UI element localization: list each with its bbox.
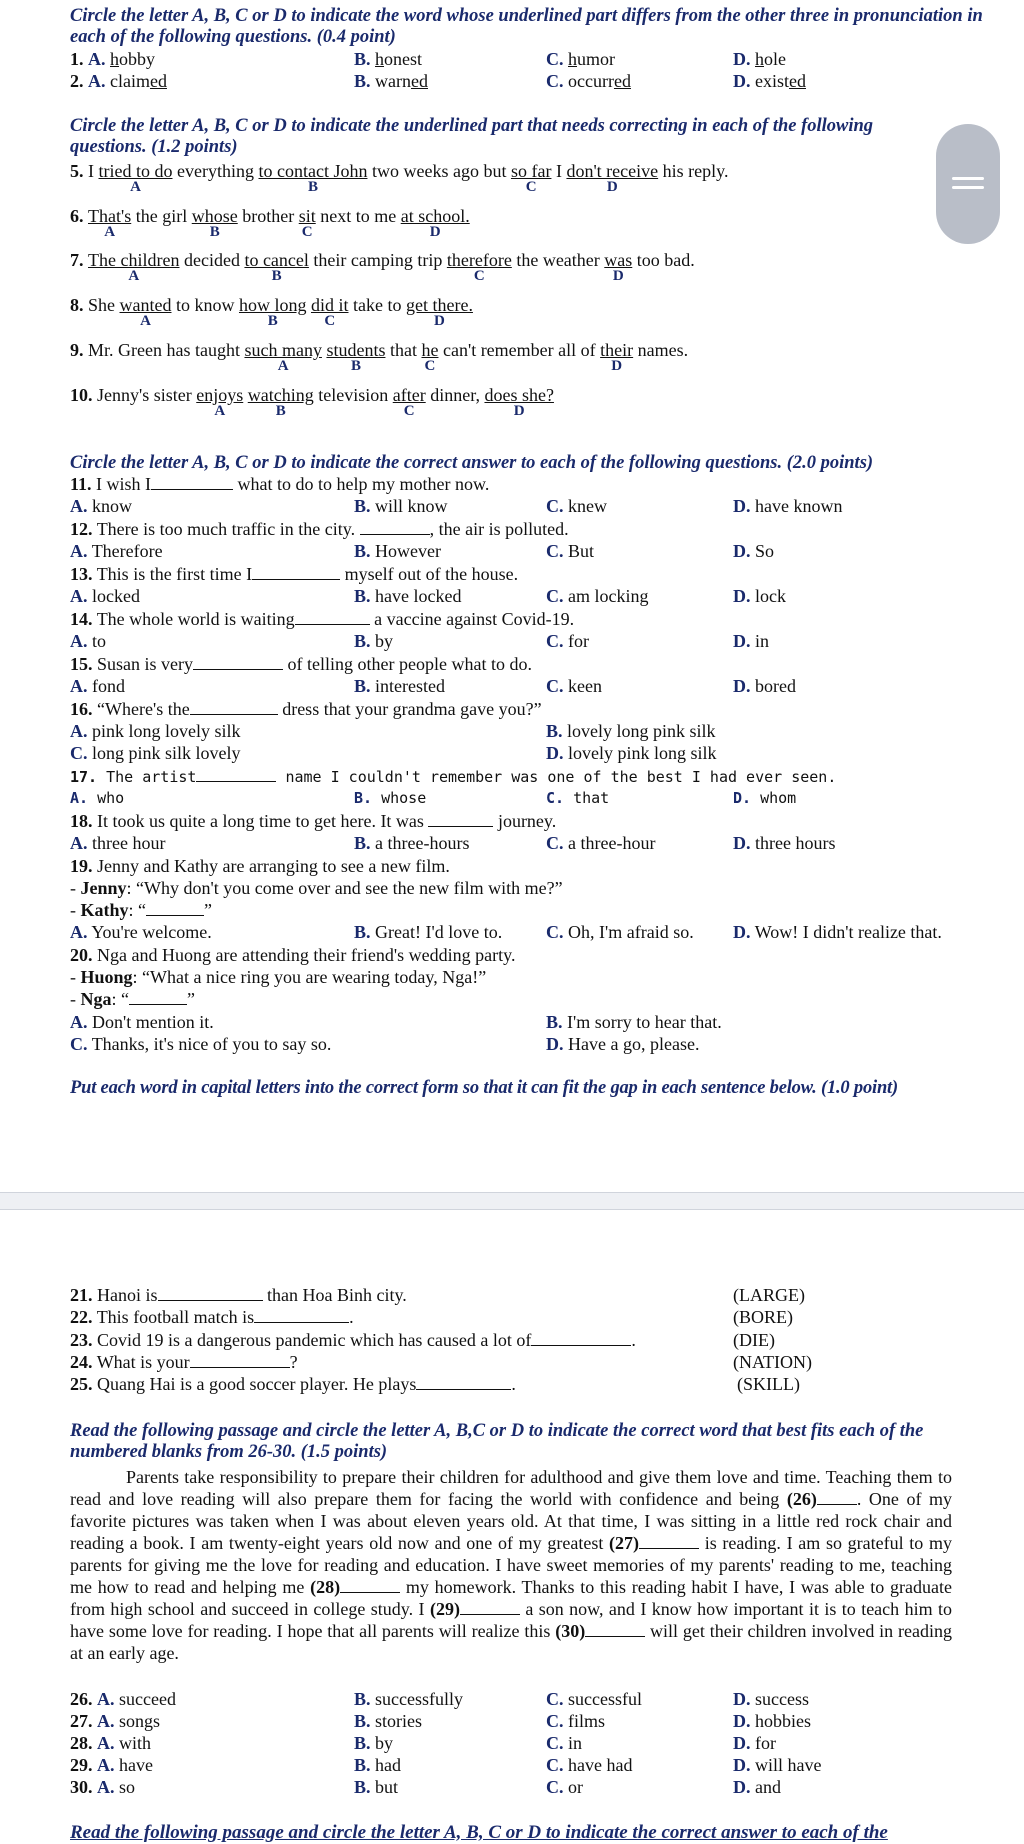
question-24: 24. What is your ? (NATION) [70, 1352, 812, 1372]
option-d[interactable]: don't receive D [566, 161, 659, 195]
option-a[interactable]: A. who [70, 789, 125, 807]
question-16-options-cd [70, 742, 1014, 764]
option-d[interactable]: D. existed [733, 71, 806, 91]
question-15-options [70, 675, 1014, 697]
question-27-options [70, 1710, 1014, 1732]
option-a[interactable]: such many A [244, 340, 322, 374]
option-c[interactable]: C. am locking [546, 586, 649, 606]
section-5-heading: Read the following passage and circle the letter A, B,C or D to indicate the correct word that best fits each of the numbered blanks from 26-30. (1.5 points) [70, 1421, 924, 1462]
option-d[interactable]: D. success [733, 1689, 809, 1709]
option-a[interactable]: 2. A. claimed [70, 71, 167, 91]
option-d[interactable]: D. lovely pink long silk [546, 743, 717, 763]
option-b[interactable]: to contact John B [258, 161, 368, 195]
option-b[interactable]: B. warned [354, 71, 428, 91]
question-13-options [70, 585, 1014, 607]
option-b[interactable]: B. Great! I'd love to. [354, 922, 503, 942]
option-d[interactable]: D. hole [733, 49, 786, 69]
option-a[interactable]: wanted A [119, 295, 172, 329]
option-d[interactable]: D. lock [733, 586, 786, 606]
question-14-options [70, 630, 1014, 652]
option-c[interactable]: C. in [546, 1733, 583, 1753]
option-c[interactable]: C. or [546, 1777, 583, 1797]
question-20-options-cd [70, 1033, 1014, 1055]
option-b[interactable]: B. a three-hours [354, 833, 470, 853]
option-c[interactable]: therefore C [446, 250, 512, 284]
option-b[interactable]: B. whose [354, 789, 427, 807]
question-20-line-2: - Nga: “ ” [70, 989, 195, 1009]
option-c[interactable]: C. have had [546, 1755, 633, 1775]
option-b[interactable]: B. but [354, 1777, 399, 1797]
option-c[interactable]: C. occurred [546, 71, 631, 91]
question-25: 25. Quang Hai is a good soccer player. He plays . (SKILL) [70, 1374, 800, 1394]
option-b[interactable]: students B [326, 340, 386, 374]
question-18-options [70, 832, 1014, 854]
answer-blank[interactable] [531, 1329, 631, 1346]
question-12-options [70, 540, 1014, 562]
answer-blank[interactable] [416, 1373, 511, 1390]
option-c[interactable]: C. knew [546, 496, 607, 516]
option-d[interactable]: D. for [733, 1733, 776, 1753]
question-20-stem: 20. Nga and Huong are attending their friend's wedding party. [70, 945, 516, 965]
section-2-heading: Circle the letter A, B, C or D to indicate the underlined part that needs correcting in each of the following questions. (1.2 points) [70, 116, 874, 157]
question-5: 5. I tried to do A everything to contact John B two weeks ago but so far C I don't receive D his reply. [70, 161, 729, 195]
option-b[interactable]: B. have locked [354, 586, 462, 606]
question-19-line-1: - Jenny: “Why don't you come over and see the new film with me?” [70, 878, 563, 898]
answer-blank[interactable] [254, 1306, 349, 1323]
question-10: 10. Jenny's sister enjoys A watching B television after C dinner, does she? D [70, 385, 554, 419]
section-4-heading: Put each word in capital letters into the correct form so that it can fit the gap in each sentence below. (1.0 point) [70, 1078, 898, 1098]
option-a[interactable]: A. pink long lovely silk [70, 721, 241, 741]
option-d[interactable]: D. Wow! I didn't realize that. [733, 922, 942, 942]
option-a[interactable]: 1. A. hobby [70, 49, 155, 69]
option-d[interactable]: at school. D [400, 206, 470, 240]
option-a[interactable]: A. Don't mention it. [70, 1012, 214, 1032]
option-b[interactable]: how long B [238, 295, 307, 329]
option-d[interactable]: D. bored [733, 676, 796, 696]
option-c[interactable]: C. a three-hour [546, 833, 656, 853]
question-26-options [70, 1688, 1014, 1710]
option-b[interactable]: B. successfully [354, 1689, 463, 1709]
question-13-stem: 13. This is the first time I myself out of the house. [70, 564, 519, 584]
option-b[interactable]: B. had [354, 1755, 402, 1775]
question-7: 7. The children A decided to cancel B their camping trip therefore C the weather was D too bad. [70, 250, 695, 284]
section-3-heading: Circle the letter A, B, C or D to indicate the correct answer to each of the following questions. (2.0 points) [70, 453, 874, 473]
option-a[interactable]: A. You're welcome. [70, 922, 212, 942]
question-17-options [70, 787, 1014, 809]
question-19-stem: 19. Jenny and Kathy are arranging to see a new film. [70, 856, 450, 876]
question-16-stem: 16. “Where's the dress that your grandma gave you?” [70, 699, 542, 719]
option-a[interactable]: 30. A. so [70, 1777, 136, 1797]
option-d[interactable]: D. So [733, 541, 775, 561]
option-c[interactable]: C. for [546, 631, 589, 651]
option-b[interactable]: B. will know [354, 496, 448, 516]
question-19-options [70, 921, 1014, 943]
option-c[interactable]: C. Thanks, it's nice of you to say so. [70, 1034, 332, 1054]
option-c[interactable]: C. that [546, 789, 610, 807]
option-c[interactable]: C. long pink silk lovely [70, 743, 241, 763]
question-30-options [70, 1776, 1014, 1798]
option-d[interactable]: their D [600, 340, 634, 374]
option-a[interactable]: The children A [88, 250, 180, 284]
option-c[interactable]: C. Oh, I'm afraid so. [546, 922, 694, 942]
option-d[interactable]: get there. D [405, 295, 473, 329]
option-b[interactable]: watching B [247, 385, 314, 419]
option-b[interactable]: B. stories [354, 1711, 423, 1731]
question-18-stem: 18. It took us quite a long time to get here. It was journey. [70, 811, 557, 831]
option-d[interactable]: D. whom [733, 789, 797, 807]
option-a[interactable]: tried to do A [98, 161, 173, 195]
option-d[interactable]: D. three hours [733, 833, 836, 853]
option-c[interactable]: C. But [546, 541, 595, 561]
option-a[interactable]: enjoys A [196, 385, 244, 419]
question-21: 21. Hanoi is than Hoa Binh city. (LARGE) [70, 1285, 805, 1305]
option-b[interactable]: B. by [354, 631, 394, 651]
question-11-options [70, 495, 1014, 517]
question-20-options-ab [70, 1011, 1014, 1033]
option-d[interactable]: D. in [733, 631, 770, 651]
question-22: 22. This football match is . (BORE) [70, 1307, 793, 1327]
question-2 [70, 70, 1014, 92]
option-d[interactable]: D. have known [733, 496, 843, 516]
option-c[interactable]: C. keen [546, 676, 602, 696]
option-c[interactable]: C. humor [546, 49, 615, 69]
option-d[interactable]: was D [604, 250, 633, 284]
option-a[interactable]: A. fond [70, 676, 125, 696]
question-20-line-1: - Huong: “What a nice ring you are wearing today, Nga!” [70, 967, 487, 987]
question-12-stem: 12. There is too much traffic in the city. , the air is polluted. [70, 519, 569, 539]
question-29-options [70, 1754, 1014, 1776]
option-b[interactable]: B. However [354, 541, 441, 561]
option-a[interactable]: A. locked [70, 586, 140, 606]
option-c[interactable]: so far C [510, 161, 552, 195]
option-b[interactable]: B. interested [354, 676, 445, 696]
question-28-options [70, 1732, 1014, 1754]
option-a[interactable]: A. to [70, 631, 107, 651]
question-15-stem: 15. Susan is very of telling other people what to do. [70, 654, 532, 674]
question-6: 6. That's A the girl whose B brother sit C next to me at school. D [70, 206, 470, 240]
question-1 [70, 48, 1014, 70]
question-11-stem: 11. I wish I what to do to help my mother now. [70, 474, 490, 494]
section-1-heading: Circle the letter A, B, C or D to indicate the word whose underlined part differs from the other three in pronunciation in each of the following questions. (0.4 point) [70, 6, 983, 47]
option-d[interactable]: D. Have a go, please. [546, 1034, 700, 1054]
option-c[interactable]: he C [421, 340, 439, 374]
option-a[interactable]: 27. A. songs [70, 1711, 161, 1731]
question-8: 8. She wanted A to know how long B did it C take to get there. D [70, 295, 473, 329]
option-a[interactable]: 29. A. have [70, 1755, 153, 1775]
option-a[interactable]: 26. A. succeed [70, 1689, 176, 1709]
option-b[interactable]: to cancel B [244, 250, 309, 284]
question-14-stem: 14. The whole world is waiting a vaccine against Covid-19. [70, 609, 575, 629]
option-d[interactable]: D. hobbies [733, 1711, 811, 1731]
option-d[interactable]: does she? D [484, 385, 554, 419]
option-b[interactable]: B. by [354, 1733, 394, 1753]
option-b[interactable]: B. honest [354, 49, 423, 69]
option-c[interactable]: after C [392, 385, 426, 419]
option-a[interactable]: A. Therefore [70, 541, 163, 561]
option-c[interactable]: did it C [310, 295, 349, 329]
question-16-options-ab [70, 720, 1014, 742]
answer-blank[interactable] [158, 1284, 263, 1301]
option-c[interactable]: C. films [546, 1711, 606, 1731]
question-17-stem: 17. The artist name I couldn't remember was one of the best I had ever seen. [70, 765, 1014, 787]
reading-passage: Parents take responsibility to prepare their children for adulthood and give them love and time. Teaching them to read and love reading will also prepare them for facing the world with confidence and being (26) . One of my favorite pictures was taken when I was about eleven years old. At that time, I was sitting in a little red rock chair and reading a book. I am twenty-eight years old now and one of my greatest (27) is reading. I am so grateful to my parents for giving me the love for reading and education. I have sweet memories of my parents' reading to me, teaching me how to read and helping me (28) my homework. Thanks to this reading habit I have, I was able to graduate from high school and succeed in college study. I (29) a son now, and I know how important it is to teach him to have some love for reading. I hope that all parents will realize this (30) will get their children involved in reading at an early age. [70, 1467, 953, 1663]
section-6-heading: Read the following passage and circle the letter A, B, C or D to indicate the correct answer to each of the [70, 1822, 888, 1843]
option-c[interactable]: C. successful [546, 1689, 642, 1709]
option-d[interactable]: D. will have [733, 1755, 822, 1775]
answer-blank[interactable] [190, 1351, 290, 1368]
option-b[interactable]: B. I'm sorry to hear that. [546, 1012, 722, 1032]
question-23: 23. Covid 19 is a dangerous pandemic which has caused a lot of . (DIE) [70, 1330, 775, 1350]
option-a[interactable]: A. three hour [70, 833, 166, 853]
option-d[interactable]: D. and [733, 1777, 781, 1797]
page-break [0, 1192, 1024, 1210]
question-9: 9. Mr. Green has taught such many A students B that he C can't remember all of their D names. [70, 340, 689, 374]
question-19-line-2: - Kathy: “ ” [70, 900, 213, 920]
option-b[interactable]: whose B [191, 206, 238, 240]
option-a[interactable]: That's A [88, 206, 132, 240]
option-b[interactable]: B. lovely long pink silk [546, 721, 716, 741]
option-c[interactable]: sit C [298, 206, 316, 240]
option-a[interactable]: A. know [70, 496, 132, 516]
option-a[interactable]: 28. A. with [70, 1733, 152, 1753]
